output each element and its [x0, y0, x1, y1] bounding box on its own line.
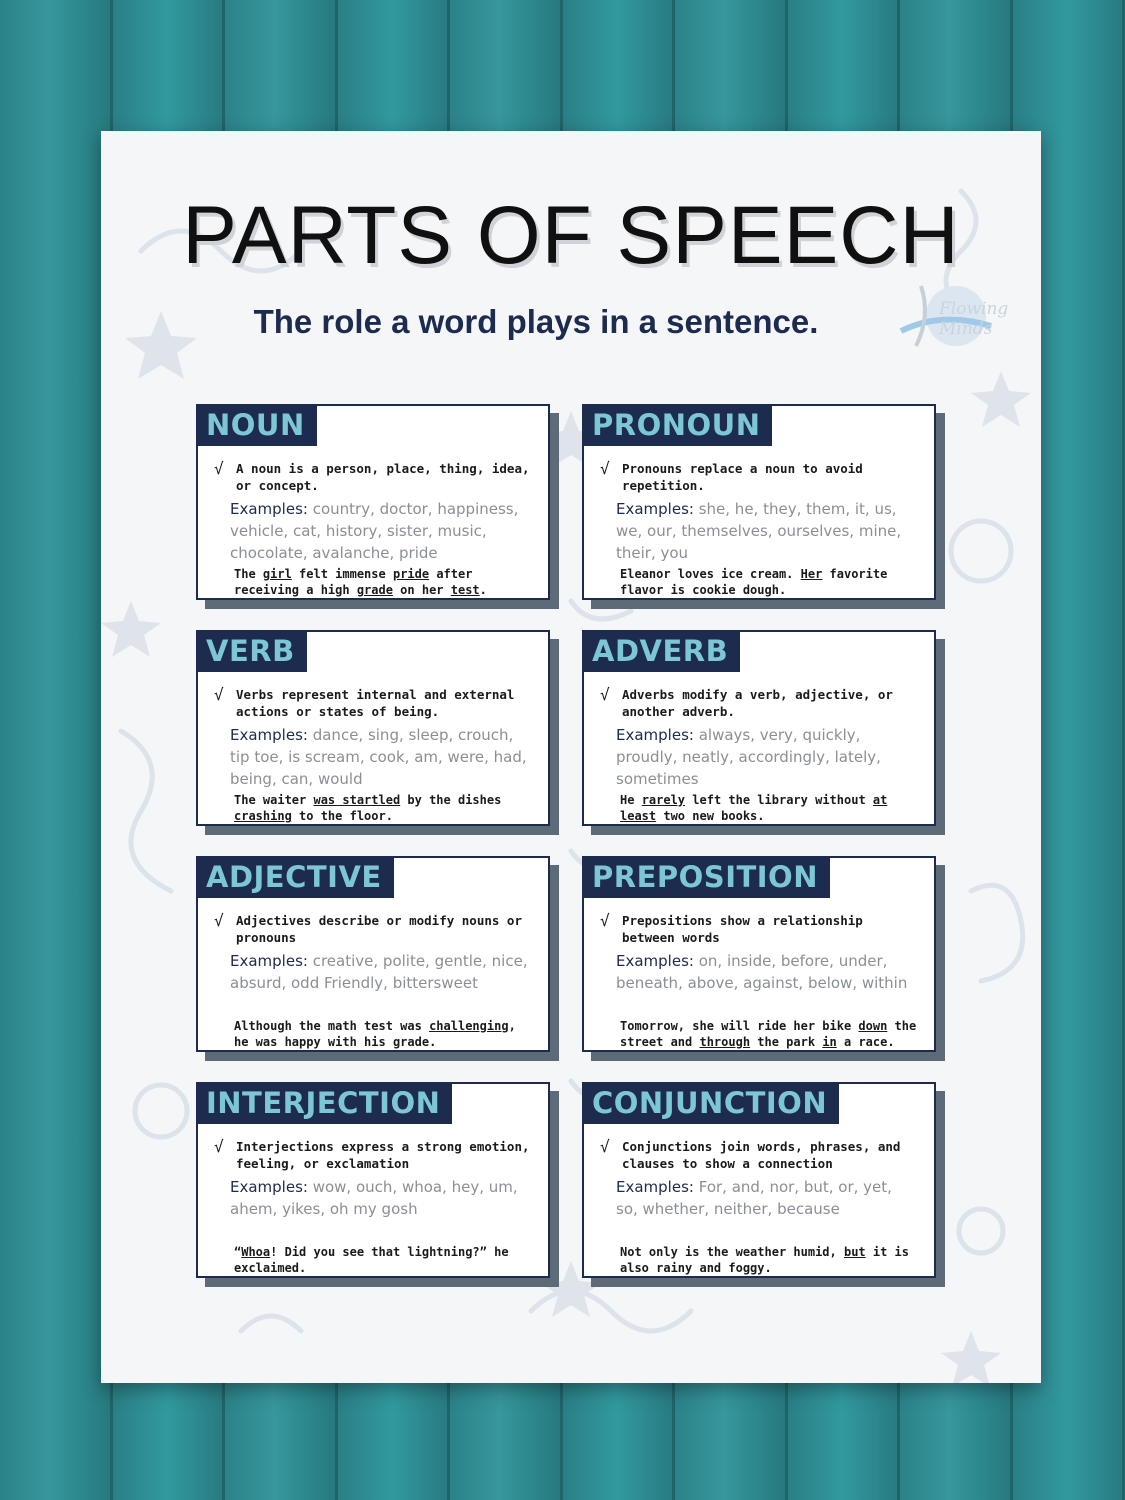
- logo-text: Flowing Minds: [939, 299, 1009, 339]
- card-examples: [616, 724, 918, 790]
- definition-text: Conjunctions join words, phrases, and clauses to show a connection: [622, 1139, 901, 1171]
- examples-label: Examples:: [616, 726, 694, 744]
- examples-list: country, doctor, happiness, vehicle, cat, history, sister, music, chocolate, avalanche, pride: [230, 500, 519, 562]
- checkmark-icon: √: [600, 911, 610, 930]
- example-sentence: Not only is the weather humid, but it is also rainy and foggy.: [620, 1245, 910, 1275]
- examples-label: Examples:: [616, 952, 694, 970]
- highlighted-word: test: [450, 583, 480, 597]
- card-verb: [196, 630, 550, 826]
- examples-label: Examples:: [230, 726, 308, 744]
- card-definition: [600, 460, 920, 494]
- examples-label: Examples:: [230, 1178, 308, 1196]
- example-sentence: Eleanor loves ice cream. Her favorite flavor is cookie dough.: [620, 567, 888, 597]
- page-title: PARTS OF SPEECH: [182, 190, 960, 281]
- highlighted-word: rarely: [641, 793, 686, 807]
- card-heading: VERB: [196, 630, 307, 672]
- checkmark-icon: √: [214, 459, 224, 478]
- example-sentence: He rarely left the library without at least two new books.: [620, 793, 888, 823]
- card-definition: [214, 912, 534, 946]
- example-sentence: The girl felt immense pride after receiving a high grade on her test.: [234, 567, 487, 597]
- checkmark-icon: √: [214, 685, 224, 704]
- definition-text: Adverbs modify a verb, adjective, or another adverb.: [622, 687, 893, 719]
- example-sentence: “Whoa! Did you see that lightning?” he exclaimed.: [234, 1245, 509, 1275]
- highlighted-word: Her: [800, 567, 823, 581]
- examples-list: creative, polite, gentle, nice, absurd, odd Friendly, bittersweet: [230, 952, 528, 992]
- highlighted-word: grade: [356, 583, 393, 597]
- card-examples: [230, 498, 532, 564]
- highlighted-word: pride: [392, 567, 430, 581]
- checkmark-icon: √: [600, 1137, 610, 1156]
- subtitle: The role a word plays in a sentence.: [253, 303, 819, 340]
- example-sentence: Although the math test was challenging, he was happy with his grade.: [234, 1019, 516, 1049]
- examples-label: Examples:: [230, 500, 308, 518]
- card-definition: [214, 686, 534, 720]
- card-heading: ADJECTIVE: [196, 856, 394, 898]
- card-heading: INTERJECTION: [196, 1082, 452, 1124]
- card-definition: [600, 1138, 920, 1172]
- card-noun: [196, 404, 550, 600]
- example-sentence: The waiter was startled by the dishes crashing to the floor.: [234, 793, 502, 823]
- examples-label: Examples:: [616, 1178, 694, 1196]
- checkmark-icon: √: [600, 685, 610, 704]
- highlighted-word: down: [858, 1019, 888, 1033]
- highlighted-word: through: [699, 1035, 751, 1049]
- card-definition: [600, 686, 920, 720]
- definition-text: Verbs represent internal and external actions or states of being.: [236, 687, 515, 719]
- definition-text: Prepositions show a relationship between words: [622, 913, 863, 945]
- definition-text: Interjections express a strong emotion, feeling, or exclamation: [236, 1139, 530, 1171]
- definition-text: Adjectives describe or modify nouns or pronouns: [236, 913, 522, 945]
- card-examples: [616, 950, 918, 994]
- card-examples: [616, 498, 918, 564]
- examples-list: she, he, they, them, it, us, we, our, themselves, ourselves, mine, their, you: [616, 500, 902, 562]
- card-adverb: [582, 630, 936, 826]
- examples-list: dance, sing, sleep, crouch, tip toe, is scream, cook, am, were, had, being, can, would: [230, 726, 527, 788]
- card-conjunction: [582, 1082, 936, 1278]
- card-heading: NOUN: [196, 404, 317, 446]
- card-heading: ADVERB: [582, 630, 740, 672]
- card-preposition: [582, 856, 936, 1052]
- checkmark-icon: √: [600, 459, 610, 478]
- highlighted-word: girl: [262, 567, 292, 581]
- definition-text: Pronouns replace a noun to avoid repetition.: [622, 461, 863, 493]
- poster: [101, 131, 1041, 1383]
- examples-list: on, inside, before, under, beneath, above, against, below, within: [616, 952, 908, 992]
- checkmark-icon: √: [214, 911, 224, 930]
- example-sentence: Tomorrow, she will ride her bike down the street and through the park in a race.: [620, 1019, 917, 1049]
- examples-label: Examples:: [230, 952, 308, 970]
- definition-text: A noun is a person, place, thing, idea, or concept.: [236, 461, 530, 493]
- examples-list: always, very, quickly, proudly, neatly, accordingly, lately, sometimes: [616, 726, 881, 788]
- examples-list: wow, ouch, whoa, hey, um, ahem, yikes, oh my gosh: [230, 1178, 518, 1218]
- card-examples: [230, 950, 532, 994]
- highlighted-word: at least: [620, 793, 888, 823]
- highlighted-word: in: [822, 1035, 837, 1049]
- highlighted-word: but: [843, 1245, 866, 1259]
- card-definition: [214, 460, 534, 494]
- checkmark-icon: √: [214, 1137, 224, 1156]
- card-examples: [230, 724, 532, 790]
- card-definition: [214, 1138, 534, 1172]
- examples-label: Examples:: [616, 500, 694, 518]
- card-pronoun: [582, 404, 936, 600]
- card-heading: CONJUNCTION: [582, 1082, 839, 1124]
- card-definition: [600, 912, 920, 946]
- examples-list: For, and, nor, but, or, yet, so, whether, neither, because: [616, 1178, 892, 1218]
- highlighted-word: was startled: [313, 793, 401, 807]
- card-adjective: [196, 856, 550, 1052]
- card-examples: [616, 1176, 918, 1220]
- logo: [891, 271, 1041, 351]
- highlighted-word: challenging: [429, 1019, 509, 1033]
- card-heading: PREPOSITION: [582, 856, 830, 898]
- highlighted-word: Whoa: [241, 1245, 271, 1259]
- card-heading: PRONOUN: [582, 404, 772, 446]
- highlighted-word: crashing: [234, 809, 292, 823]
- card-interjection: [196, 1082, 550, 1278]
- card-examples: [230, 1176, 532, 1220]
